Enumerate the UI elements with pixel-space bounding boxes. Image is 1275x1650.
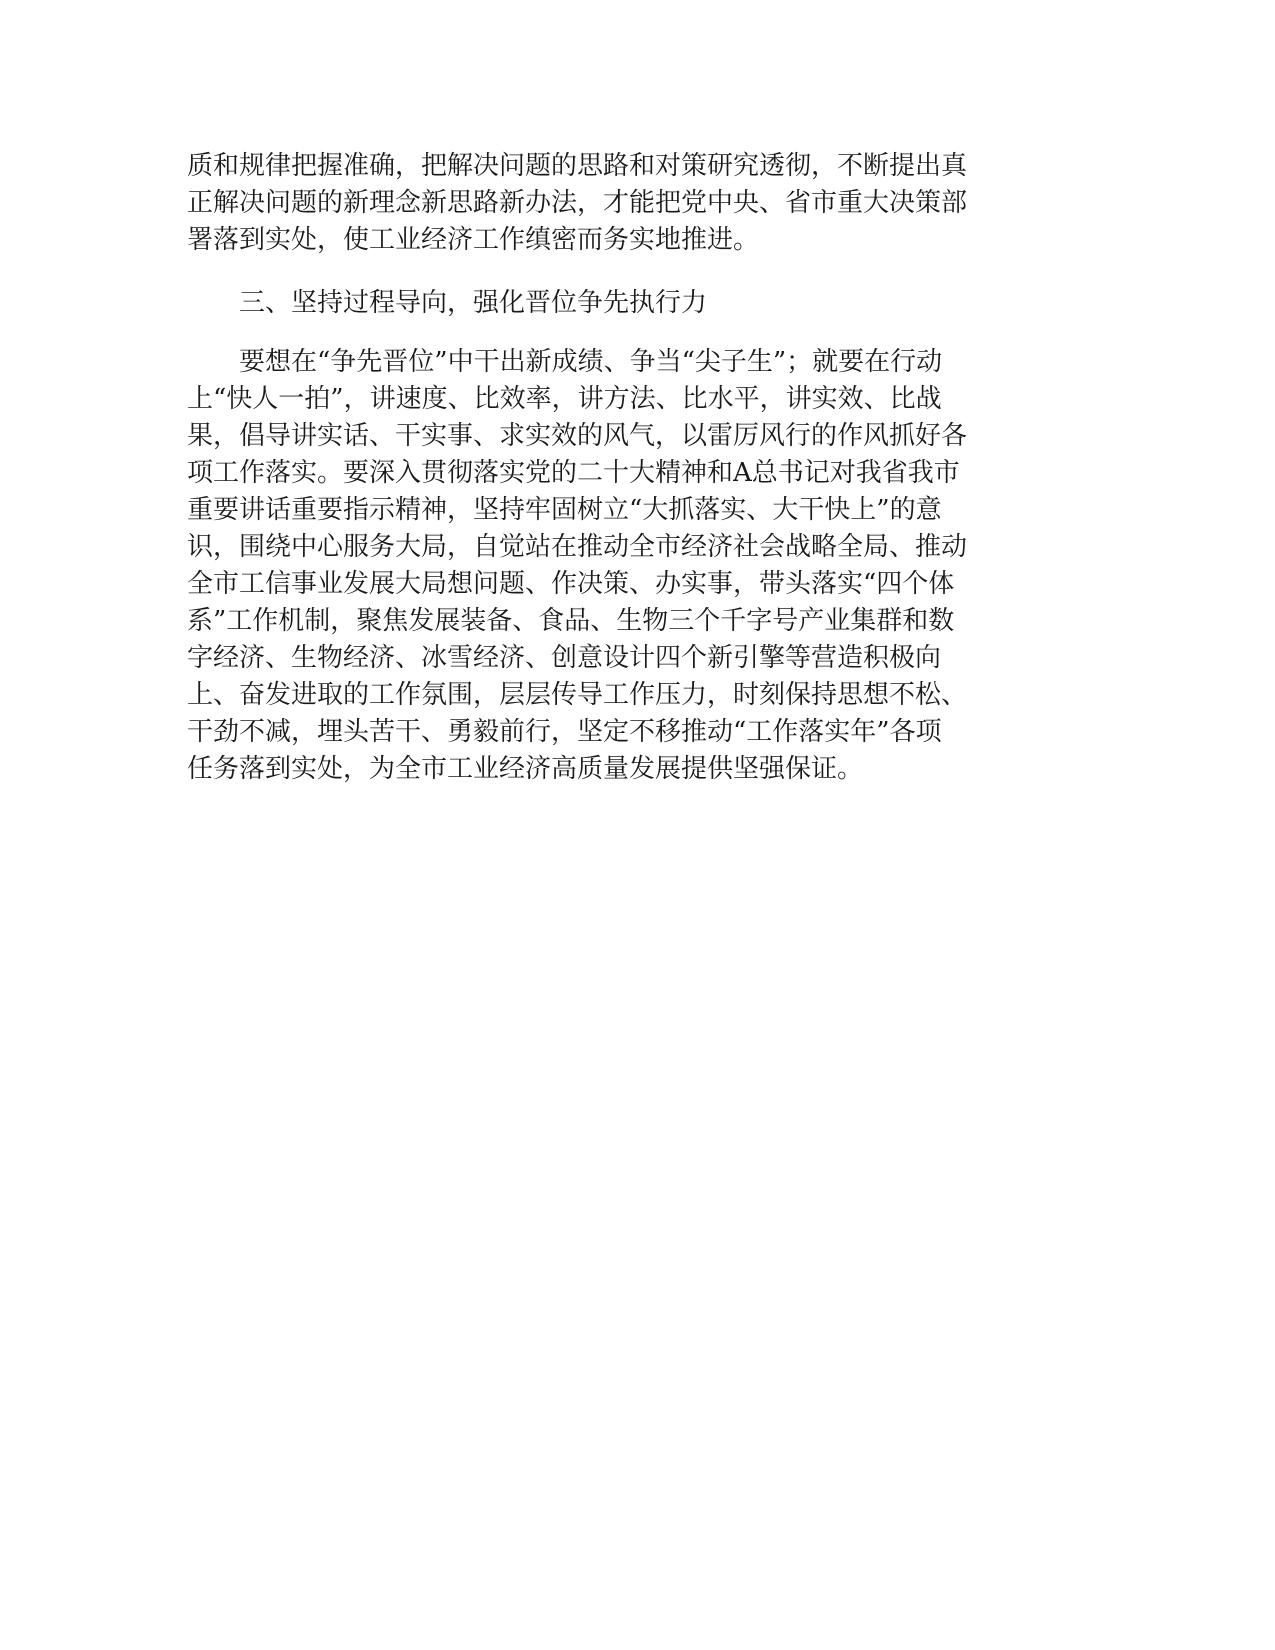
section-heading xyxy=(187,285,1077,322)
text-line: 全市工信事业发展大局想问题、作决策、办实事，带头落实“四个体 xyxy=(187,569,955,599)
text-line: 正解决问题的新理念新思路新办法，才能把党中央、省市重大决策部 xyxy=(187,188,968,218)
paragraph-continuation xyxy=(187,148,1077,259)
text-line: 干劲不减，埋头苦干、勇毅前行，坚定不移推动“工作落实年”各项 xyxy=(187,717,942,747)
text-line: 系”工作机制，聚焦发展装备、食品、生物三个千字号产业集群和数 xyxy=(187,606,955,636)
section-heading-text: 三、坚持过程导向，强化晋位争先执行力 xyxy=(187,288,708,318)
text-line: 上“快人一拍”，讲速度、比效率，讲方法、比水平，讲实效、比战 xyxy=(187,384,942,414)
paragraph-main xyxy=(187,344,1077,788)
text-line: 上、奋发进取的工作氛围，层层传导工作压力，时刻保持思想不松、 xyxy=(187,680,968,710)
text-line: 署落到实处，使工业经济工作缜密而务实地推进。 xyxy=(187,225,760,255)
text-line: 项工作落实。要深入贯彻落实党的二十大精神和A总书记对我省我市 xyxy=(187,458,960,488)
text-line: 任务落到实处，为全市工业经济高质量发展提供坚强保证。 xyxy=(187,754,864,784)
text-line: 字经济、生物经济、冰雪经济、创意设计四个新引擎等营造积极向 xyxy=(187,643,942,673)
text-line: 识，围绕中心服务大局，自觉站在推动全市经济社会战略全局、推动 xyxy=(187,532,968,562)
text-line: 要想在“争先晋位”中干出新成绩、争当“尖子生”；就要在行动 xyxy=(187,347,943,377)
text-line: 质和规律把握准确，把解决问题的思路和对策研究透彻，不断提出真 xyxy=(187,151,968,181)
text-line: 重要讲话重要指示精神，坚持牢固树立“大抓落实、大干快上”的意 xyxy=(187,495,942,525)
text-line: 果，倡导讲实话、干实事、求实效的风气，以雷厉风行的作风抓好各 xyxy=(187,421,968,451)
